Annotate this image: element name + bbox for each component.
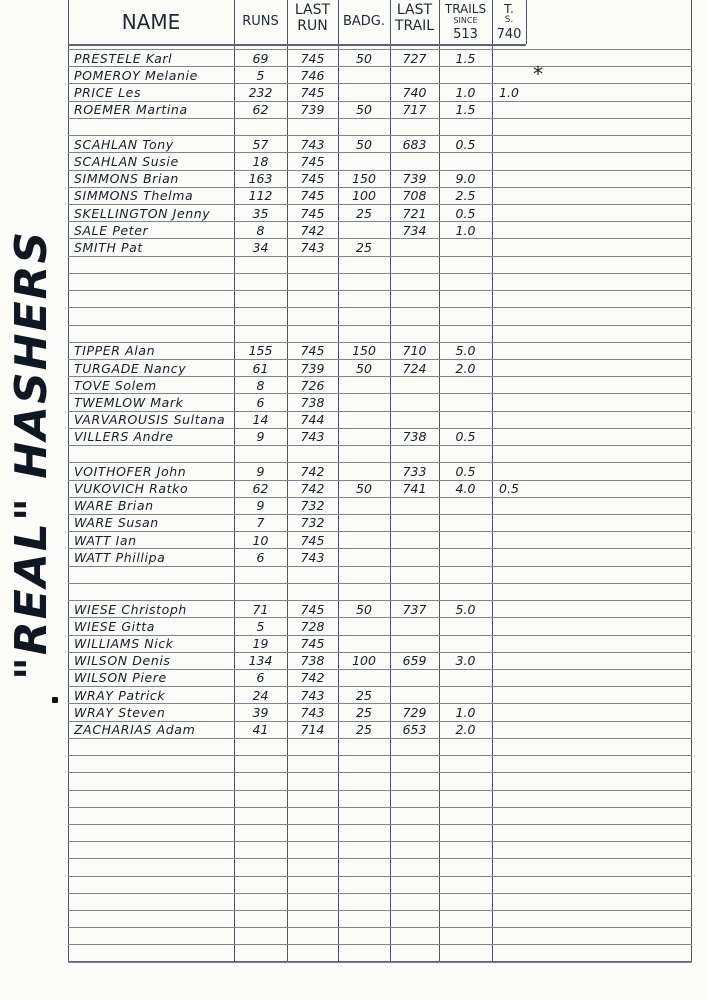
cell-runs: 134 [248, 653, 273, 669]
cell-runs: 7 [256, 515, 265, 531]
cell-last-run: 745 [300, 84, 325, 100]
row-rule [68, 927, 692, 928]
cell-name: SIMMONS Brian [74, 171, 179, 186]
cell-runs: 155 [248, 343, 273, 359]
cell-badges: 25 [356, 704, 372, 720]
cell-trails-since: 1.0 [455, 84, 476, 100]
cell-runs: 41 [252, 722, 269, 738]
column-rule [68, 0, 69, 962]
cell-trails-since: 1.5 [455, 50, 476, 66]
cell-trails-since: 2.0 [455, 360, 476, 376]
row-rule [68, 893, 692, 894]
cell-last-trail: 653 [402, 722, 427, 738]
cell-last-run: 743 [300, 704, 325, 720]
cell-last-run: 738 [300, 394, 325, 410]
cell-last-run: 726 [300, 377, 325, 393]
cell-last-trail: 683 [402, 136, 427, 152]
cell-name: WARE Susan [74, 515, 159, 531]
cell-name: TIPPER Alan [74, 343, 156, 359]
row-rule [68, 755, 692, 756]
cell-last-run: 743 [300, 429, 325, 445]
cell-last-run: 745 [300, 636, 325, 651]
cell-name: TURGADE Nancy [74, 360, 187, 376]
cell-ts: 0.5 [499, 481, 519, 496]
cell-last-trail: 741 [402, 481, 427, 496]
cell-last-trail: 721 [402, 205, 427, 221]
header-trails-since-line3: 513 [453, 27, 478, 42]
cell-last-run: 745 [300, 601, 325, 617]
cell-trails-since: 9.0 [455, 171, 476, 186]
cell-badges: 50 [356, 481, 372, 496]
row-rule [68, 738, 692, 739]
cell-last-run: 742 [300, 481, 325, 496]
cell-badges: 50 [356, 136, 372, 152]
cell-runs: 39 [252, 704, 269, 720]
cell-last-run: 739 [300, 360, 325, 376]
cell-last-trail: 738 [402, 429, 427, 445]
cell-runs: 19 [252, 636, 269, 651]
cell-name: ZACHARIAS Adam [74, 722, 196, 738]
cell-last-run: 743 [300, 239, 325, 255]
row-rule [68, 876, 692, 877]
cell-badges: 50 [356, 601, 372, 617]
cell-last-trail: 734 [402, 222, 427, 238]
cell-trails-since: 0.5 [455, 429, 476, 445]
row-rule [68, 790, 692, 791]
cell-name: SKELLINGTON Jenny [74, 205, 211, 221]
cell-name: SMITH Pat [74, 239, 143, 255]
cell-last-trail: 740 [402, 84, 427, 100]
cell-name: WILLIAMS Nick [74, 636, 174, 651]
asterisk-mark: * [533, 62, 543, 86]
cell-runs: 34 [252, 239, 269, 255]
cell-trails-since: 2.0 [455, 722, 476, 738]
margin-mark [52, 697, 58, 703]
row-rule [68, 772, 692, 773]
cell-runs: 8 [256, 377, 265, 393]
cell-trails-since: 1.0 [455, 222, 476, 238]
cell-name: POMEROY Melanie [74, 67, 198, 83]
cell-last-run: 745 [300, 343, 325, 359]
cell-trails-since: 2.5 [455, 188, 476, 204]
cell-badges: 50 [356, 102, 372, 118]
cell-trails-since: 5.0 [455, 601, 476, 617]
column-rule [691, 0, 692, 962]
cell-runs: 163 [248, 171, 273, 186]
cell-last-run: 739 [300, 102, 325, 118]
cell-trails-since: 0.5 [455, 136, 476, 152]
header-last-trail-line1: LAST [396, 2, 433, 18]
cell-badges: 150 [352, 171, 376, 186]
cell-badges: 150 [352, 343, 376, 359]
cell-last-trail: 737 [402, 601, 427, 617]
cell-badges: 50 [356, 360, 372, 376]
header-runs: RUNS [242, 14, 279, 29]
cell-runs: 6 [256, 670, 265, 686]
cell-last-trail: 659 [402, 653, 427, 669]
cell-trails-since: 0.5 [455, 463, 476, 479]
cell-badges: 25 [356, 687, 372, 703]
cell-ts: 1.0 [499, 84, 519, 100]
row-rule [68, 944, 692, 945]
cell-name: SCAHLAN Susie [74, 153, 179, 169]
side-label: "REAL" HASHERS [6, 229, 57, 680]
header-rule [68, 44, 526, 46]
cell-name: WRAY Steven [74, 704, 166, 720]
cell-last-run: 738 [300, 653, 325, 669]
cell-name: WARE Brian [74, 498, 154, 514]
cell-badges: 25 [356, 722, 372, 738]
cell-name: TWEMLOW Mark [74, 394, 184, 410]
column-rule [526, 0, 527, 44]
cell-trails-since: 1.0 [455, 704, 476, 720]
cell-name: ROEMER Martina [74, 102, 188, 118]
row-rule [68, 583, 692, 584]
header-badges: BADG. [342, 14, 386, 29]
row-rule [68, 910, 692, 911]
header-ts-line2: S. [504, 15, 514, 25]
cell-last-run: 742 [300, 670, 325, 686]
cell-last-run: 732 [300, 498, 325, 514]
cell-name: WIESE Christoph [74, 601, 187, 617]
cell-runs: 5 [256, 67, 265, 83]
row-rule [68, 962, 692, 963]
cell-name: WIESE Gitta [74, 618, 155, 634]
cell-name: VARVAROUSIS Sultana [74, 412, 226, 428]
row-rule [68, 566, 692, 567]
cell-name: WATT Ian [74, 532, 137, 548]
header-last-trail-line2: TRAIL [394, 18, 435, 34]
cell-trails-since: 5.0 [455, 343, 476, 359]
cell-name: WATT Phillipa [74, 549, 166, 565]
cell-runs: 9 [256, 429, 265, 445]
cell-last-run: 732 [300, 515, 325, 531]
cell-runs: 10 [252, 532, 269, 548]
cell-last-run: 745 [300, 153, 325, 169]
cell-badges: 25 [356, 239, 372, 255]
cell-last-run: 745 [300, 532, 325, 548]
cell-runs: 62 [252, 481, 269, 496]
cell-runs: 71 [252, 601, 269, 617]
cell-trails-since: 0.5 [455, 205, 476, 221]
cell-runs: 112 [248, 188, 273, 204]
cell-last-trail: 717 [402, 102, 427, 118]
row-rule [68, 858, 692, 859]
header-ts-line1: T. [504, 2, 514, 16]
cell-last-run: 742 [300, 463, 325, 479]
cell-runs: 232 [248, 84, 273, 100]
cell-name: PRESTELE Karl [74, 50, 173, 66]
cell-last-trail: 710 [402, 343, 427, 359]
cell-name: WILSON Piere [74, 670, 167, 686]
cell-runs: 6 [256, 549, 265, 565]
row-rule [68, 256, 692, 257]
cell-name: SIMMONS Thelma [74, 188, 194, 204]
cell-last-run: 744 [300, 412, 325, 428]
cell-runs: 14 [252, 412, 269, 428]
header-trails-since-line2: SINCE [453, 16, 478, 25]
cell-last-run: 745 [300, 188, 325, 204]
cell-last-run: 743 [300, 687, 325, 703]
cell-name: VILLERS Andre [74, 429, 174, 445]
cell-last-trail: 727 [402, 50, 427, 66]
cell-runs: 61 [252, 360, 269, 376]
cell-runs: 18 [252, 153, 269, 169]
row-rule [68, 841, 692, 842]
cell-last-trail: 739 [402, 171, 427, 186]
cell-last-run: 746 [300, 67, 325, 83]
cell-last-run: 742 [300, 222, 325, 238]
row-rule [68, 824, 692, 825]
cell-last-trail: 733 [402, 463, 427, 479]
cell-runs: 24 [252, 687, 269, 703]
cell-last-run: 745 [300, 171, 325, 186]
header-trails-since-line1: TRAILS [444, 2, 487, 16]
cell-last-trail: 729 [402, 704, 427, 720]
cell-last-trail: 724 [402, 360, 427, 376]
cell-name: WILSON Denis [74, 653, 171, 669]
row-rule [68, 118, 692, 119]
row-rule [68, 273, 692, 274]
cell-last-run: 714 [300, 722, 325, 738]
row-rule [68, 325, 692, 326]
cell-badges: 25 [356, 205, 372, 221]
cell-name: PRICE Les [74, 84, 142, 100]
cell-name: TOVE Solem [74, 377, 157, 393]
cell-trails-since: 4.0 [455, 481, 476, 496]
cell-badges: 100 [352, 653, 376, 669]
cell-last-run: 743 [300, 549, 325, 565]
cell-name: SCAHLAN Tony [74, 136, 174, 152]
cell-runs: 9 [256, 463, 265, 479]
cell-runs: 62 [252, 102, 269, 118]
cell-trails-since: 1.5 [455, 102, 476, 118]
cell-name: VUKOVICH Ratko [74, 481, 189, 496]
cell-last-run: 743 [300, 136, 325, 152]
cell-last-run: 728 [300, 618, 325, 634]
cell-badges: 100 [352, 188, 376, 204]
header-ts-line3: 740 [496, 27, 522, 42]
row-rule [68, 445, 692, 446]
cell-runs: 35 [252, 205, 269, 221]
header-name: NAME [121, 10, 181, 34]
cell-trails-since: 3.0 [455, 653, 476, 669]
cell-last-trail: 708 [402, 188, 427, 204]
row-rule [68, 807, 692, 808]
cell-last-run: 745 [300, 205, 325, 221]
cell-name: WRAY Patrick [74, 687, 166, 703]
cell-runs: 57 [252, 136, 269, 152]
cell-runs: 6 [256, 394, 265, 410]
row-rule [68, 307, 692, 308]
cell-runs: 9 [256, 498, 265, 514]
header-last-run-line2: RUN [297, 18, 328, 34]
cell-runs: 69 [252, 50, 269, 66]
header-last-run-line1: LAST [294, 2, 331, 18]
cell-runs: 5 [256, 618, 265, 634]
cell-name: SALE Peter [74, 222, 149, 238]
cell-badges: 50 [356, 50, 372, 66]
cell-runs: 8 [256, 222, 265, 238]
row-rule [68, 290, 692, 291]
cell-last-run: 745 [300, 50, 325, 66]
cell-name: VOITHOFER John [74, 463, 187, 479]
